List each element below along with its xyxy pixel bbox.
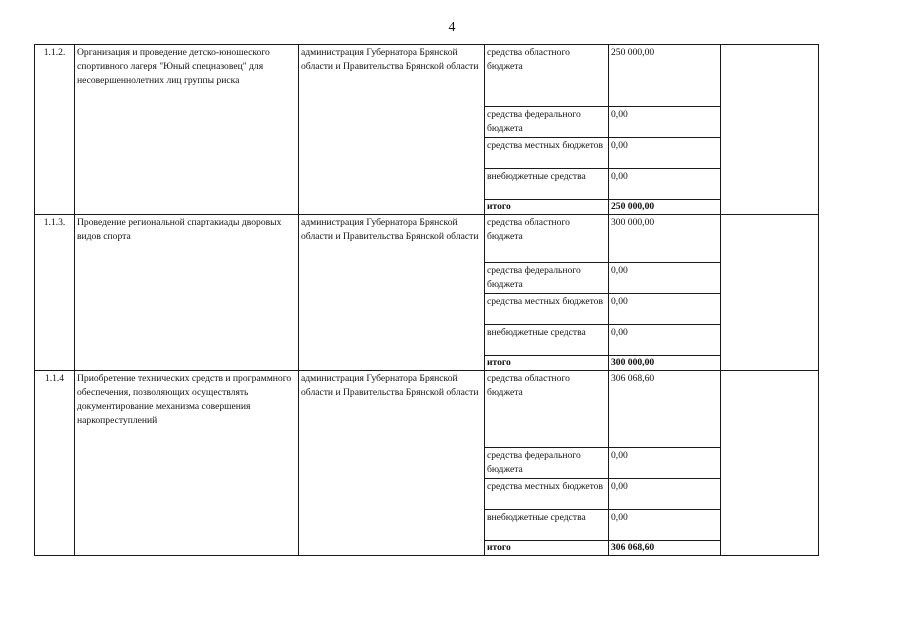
page-number: 4 [448, 20, 457, 35]
source-name: средства областного бюджета [485, 371, 609, 448]
item-executor: администрация Губернатора Брянской области и Правительства Брянской области [299, 45, 485, 215]
source-value: 250 000,00 [609, 45, 721, 107]
source-name: внебюджетные средства [485, 169, 609, 200]
source-name: средства федерального бюджета [485, 448, 609, 479]
source-name: средства местных бюджетов [485, 138, 609, 169]
empty-cell [721, 371, 819, 556]
source-name: средства федерального бюджета [485, 107, 609, 138]
source-value: 0,00 [609, 448, 721, 479]
source-value: 0,00 [609, 479, 721, 510]
total-label: итого [485, 200, 609, 215]
total-value: 306 068,60 [609, 541, 721, 556]
source-name: средства местных бюджетов [485, 294, 609, 325]
item-title: Проведение региональной спартакиады дворовых видов спорта [75, 215, 299, 371]
source-value: 0,00 [609, 294, 721, 325]
total-value: 300 000,00 [609, 356, 721, 371]
empty-cell [721, 215, 819, 371]
source-name: средства областного бюджета [485, 215, 609, 263]
table-row [35, 45, 819, 107]
source-name: средства местных бюджетов [485, 479, 609, 510]
source-name: внебюджетные средства [485, 510, 609, 541]
source-value: 0,00 [609, 510, 721, 541]
source-value: 300 000,00 [609, 215, 721, 263]
item-number: 1.1.2. [35, 45, 75, 215]
empty-cell [721, 45, 819, 215]
source-name: внебюджетные средства [485, 325, 609, 356]
source-value: 306 068,60 [609, 371, 721, 448]
item-executor: администрация Губернатора Брянской области и Правительства Брянской области [299, 215, 485, 371]
source-value: 0,00 [609, 325, 721, 356]
budget-table [34, 44, 819, 556]
item-executor: администрация Губернатора Брянской области и Правительства Брянской области [299, 371, 485, 556]
source-name: средства областного бюджета [485, 45, 609, 107]
total-label: итого [485, 541, 609, 556]
table-row [35, 371, 819, 448]
total-value: 250 000,00 [609, 200, 721, 215]
table-row [35, 215, 819, 263]
source-name: средства федерального бюджета [485, 263, 609, 294]
item-title: Организация и проведение детско-юношеского спортивного лагеря "Юный спецназовец" для несовершеннолетних лиц группы риска [75, 45, 299, 215]
source-value: 0,00 [609, 138, 721, 169]
item-number: 1.1.3. [35, 215, 75, 371]
source-value: 0,00 [609, 263, 721, 294]
source-value: 0,00 [609, 169, 721, 200]
source-value: 0,00 [609, 107, 721, 138]
total-label: итого [485, 356, 609, 371]
item-number: 1.1.4 [35, 371, 75, 556]
item-title: Приобретение технических средств и программного обеспечения, позволяющих осуществлять документирование механизма совершения наркопреступлений [75, 371, 299, 556]
